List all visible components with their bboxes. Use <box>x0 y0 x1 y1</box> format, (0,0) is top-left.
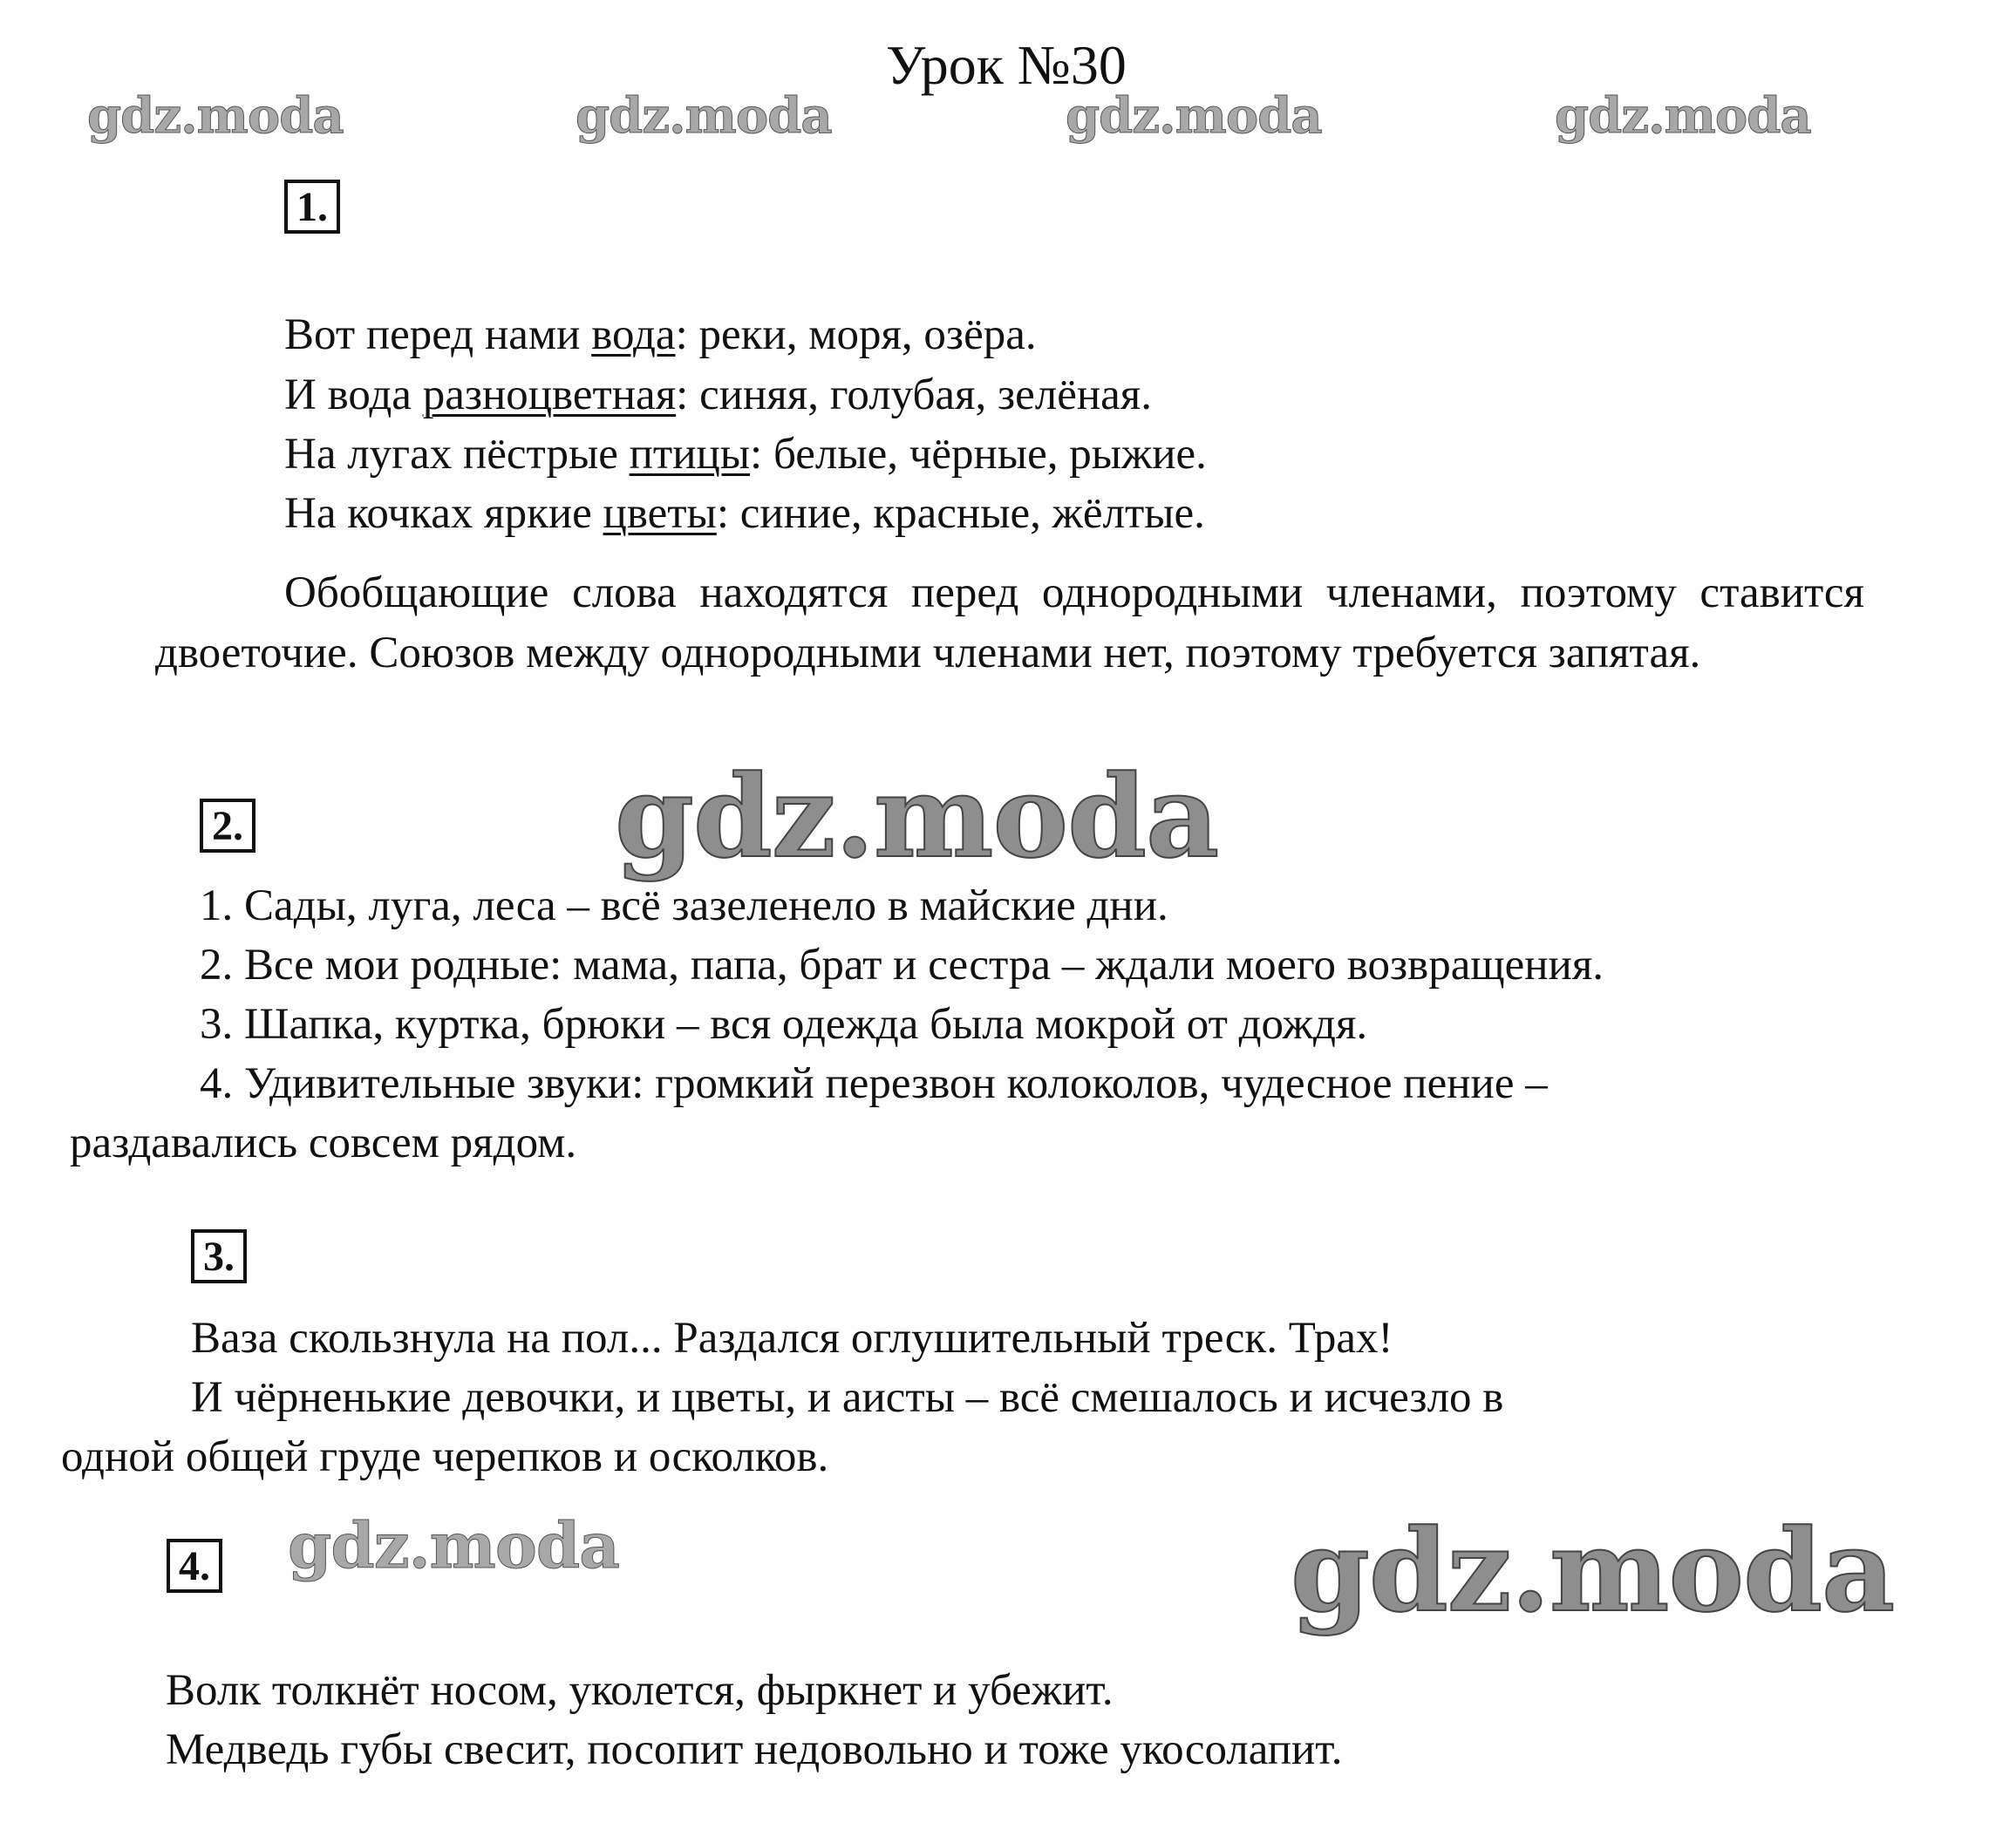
task1-line: Вот перед нами вода: реки, моря, озёра. <box>284 310 1037 359</box>
watermark: gdz.moda <box>1291 1504 1895 1637</box>
page-title: Урок №30 <box>886 34 1127 96</box>
task4-line: Медведь губы свесит, посопит недовольно и тоже укосолапит. <box>166 1725 1343 1774</box>
task1-line: На кочках яркие цветы: синие, красные, жёлтые. <box>284 489 1205 538</box>
watermark: gdz.moda <box>1555 87 1811 145</box>
task-number-3: 3. <box>191 1229 247 1283</box>
task2-line: 1. Сады, луга, леса – всё зазеленело в майские дни. <box>200 881 1168 930</box>
task3-line: одной общей груде черепков и осколков. <box>61 1432 829 1481</box>
task2-line: 2. Все мои родные: мама, папа, брат и сестра – ждали моего возвращения. <box>200 941 1604 990</box>
task-number-4: 4. <box>167 1539 222 1593</box>
task3-line: И чёрненькие девочки, и цветы, и аисты – всё смешалось и исчезло в <box>191 1373 1504 1422</box>
task2-line: 3. Шапка, куртка, брюки – вся одежда была мокрой от дождя. <box>200 1000 1368 1049</box>
watermark: gdz.moda <box>288 1508 619 1582</box>
watermark: gdz.moda <box>615 750 1219 883</box>
task1-explanation: Обобщающие слова находятся перед однородными членами, поэтому ставится двоеточие. Союзов между однородными членами нет, поэтому требуется запятая. <box>155 568 1864 677</box>
task2-line: 4. Удивительные звуки: громкий перезвон колоколов, чудесное пение – <box>200 1059 1548 1108</box>
task1-line: И вода разноцветная: синяя, голубая, зелёная. <box>284 371 1153 419</box>
task-number-1: 1. <box>284 180 340 234</box>
watermark: gdz.moda <box>1066 87 1322 145</box>
underlined-word: вода <box>591 310 676 359</box>
watermark: gdz.moda <box>576 87 832 145</box>
underlined-word: разноцветная <box>422 371 677 419</box>
task2-line: раздавались совсем рядом. <box>70 1119 577 1167</box>
task4-line: Волк толкнёт носом, уколется, фыркнет и убежит. <box>166 1666 1114 1715</box>
task3-line: Ваза скользнула на пол... Раздался оглушительный треск. Трах! <box>191 1314 1393 1363</box>
underlined-word: птицы <box>629 430 751 479</box>
watermark: gdz.moda <box>87 87 344 145</box>
task1-line: На лугах пёстрые птицы: белые, чёрные, рыжие. <box>284 430 1207 479</box>
underlined-word: цветы <box>603 489 717 538</box>
task-number-2: 2. <box>200 799 255 853</box>
